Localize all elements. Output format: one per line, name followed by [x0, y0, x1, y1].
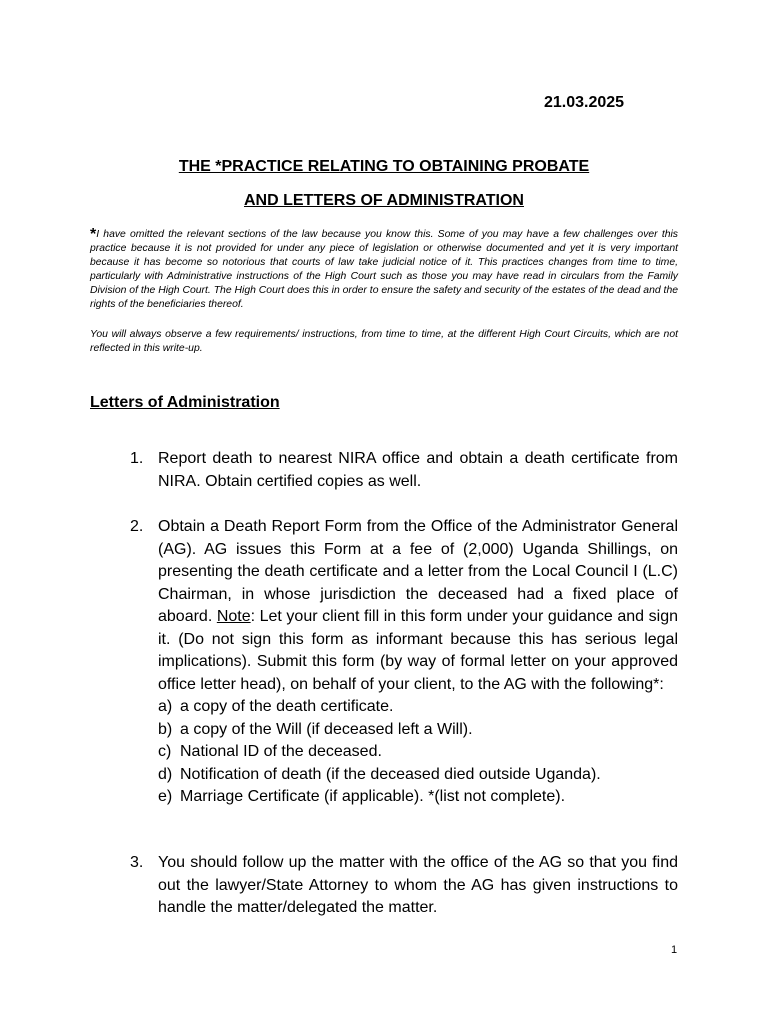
document-title-line-2: AND LETTERS OF ADMINISTRATION [244, 192, 524, 209]
footnote-paragraph-1 [90, 228, 678, 312]
sub-list-text: Marriage Certificate (if applicable). *(list not complete). [180, 788, 566, 805]
sub-list-item [158, 719, 678, 742]
list-item [130, 516, 678, 809]
sub-list-item [158, 764, 678, 787]
sub-list-item [158, 786, 678, 809]
list-item-text-continued: : Let your client fill in this form under your guidance and sign it. (Do not sign this form as informant because this has serious legal implications). Submit this form (by way of formal letter on your approved office letter head), on behalf of your client, to the AG with the following*: [158, 608, 678, 693]
sub-list-item [158, 741, 678, 764]
sub-list-item [158, 696, 678, 719]
footnote-paragraph-2: You will always observe a few requirements/ instructions, from time to time, at the different High Court Circuits, which are not reflected in this write-up. [90, 329, 678, 354]
asterisk-mark: * [90, 226, 97, 243]
list-item-text: You should follow up the matter with the office of the AG so that you find out the lawyer/State Attorney to whom the AG has given instructions to handle the matter/delegated the matter. [158, 854, 678, 916]
section-heading: Letters of Administration [90, 394, 280, 411]
list-item [130, 852, 678, 920]
document-date: 21.03.2025 [544, 94, 625, 111]
sub-list-label: b) [158, 720, 173, 738]
list-number: 3. [130, 854, 144, 871]
sub-list-label: e) [158, 788, 173, 805]
sub-list-text: National ID of the deceased. [180, 743, 382, 760]
sub-list-text: Notification of death (if the deceased died outside Uganda). [180, 765, 601, 783]
sub-list-label: c) [158, 743, 172, 760]
note-label: Note [216, 608, 251, 625]
list-item-text: Report death to nearest NIRA office and obtain a death certificate from NIRA. Obtain certified copies as well. [158, 450, 678, 490]
list-item-body [158, 516, 678, 809]
page-number: 1 [671, 944, 678, 956]
list-item-text: Obtain a Death Report Form from the Office of the Administrator General (AG). AG issues this Form at a fee of (2,000) Uganda Shillings, on presenting the death certificate and a letter from the Local Council I (L.C) Chairman, in whose jurisdiction the deceased had a fixed place of aboard. [158, 518, 678, 625]
list-number: 1. [130, 450, 144, 467]
list-number: 2. [130, 518, 144, 535]
document-title-line-1: THE *PRACTICE RELATING TO OBTAINING PROBATE [178, 158, 590, 175]
footnote-text-1: I have omitted the relevant sections of the law because you know this. Some of you may have a few challenges over this practice because it is not provided for under any piece of legislation or otherwise documented and yet it is very important because it has become so notorious that courts of law take judicial notice of it. This practices changes from time to time, particularly with Administrative instructions of the High Court such as those you may have read in circulars from the Family Division of the High Court. The High Court does this in order to ensure the safety and security of the estates of the dead and the rights of the beneficiaries thereof. [90, 229, 678, 310]
sub-list-label: d) [158, 765, 173, 783]
sub-list-text: a copy of the Will (if deceased left a Will). [180, 720, 473, 738]
sub-list-text: a copy of the death certificate. [180, 698, 394, 715]
sub-list-label: a) [158, 698, 173, 715]
list-item [130, 448, 678, 493]
